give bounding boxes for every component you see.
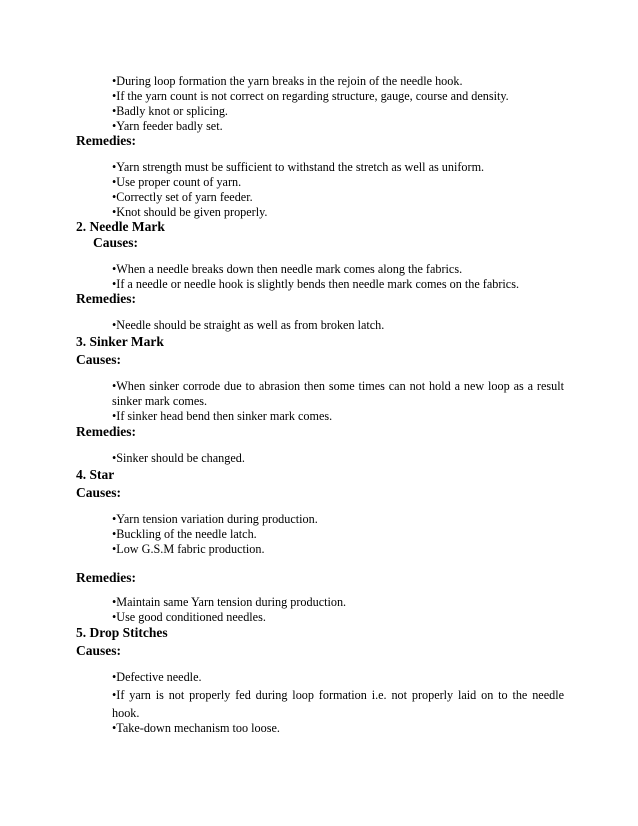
section-title-sinker-mark: 3. Sinker Mark: [76, 334, 164, 349]
remedy-item: •Knot should be given properly.: [112, 205, 268, 219]
remedy-item: •Needle should be straight as well as from broken latch.: [112, 318, 385, 332]
remedies-heading: Remedies:: [76, 570, 136, 585]
remedies-heading: Remedies:: [76, 133, 136, 148]
cause-item: •If yarn is not properly fed during loop formation i.e. not properly laid on to the needle hook.: [112, 688, 564, 720]
remedy-item: •Sinker should be changed.: [112, 451, 245, 465]
cause-item: •If sinker head bend then sinker mark comes.: [112, 409, 333, 423]
cause-item: •Yarn tension variation during production.: [112, 512, 318, 526]
cause-item: •Defective needle.: [112, 670, 202, 684]
causes-heading: Causes:: [76, 485, 122, 500]
remedy-item: •Correctly set of yarn feeder.: [112, 190, 253, 204]
remedies-heading: Remedies:: [76, 291, 136, 306]
cause-item: •When sinker corrode due to abrasion then some times can not hold a new loop as a result sinker mark comes.: [112, 379, 564, 408]
cause-item: •Buckling of the needle latch.: [112, 527, 257, 541]
remedy-item: •Yarn strength must be sufficient to withstand the stretch as well as uniform.: [112, 160, 485, 174]
causes-heading: Causes:: [93, 235, 139, 250]
section-title-drop-stitches: 5. Drop Stitches: [76, 625, 168, 640]
cause-item: •Low G.S.M fabric production.: [112, 542, 265, 556]
remedy-item: •Use proper count of yarn.: [112, 175, 242, 189]
cause-item: •If a needle or needle hook is slightly bends then needle mark comes on the fabrics.: [112, 277, 520, 291]
causes-heading: Causes:: [76, 643, 122, 658]
cause-item: •If the yarn count is not correct on regarding structure, gauge, course and density.: [112, 89, 509, 103]
cause-item: •During loop formation the yarn breaks in the rejoin of the needle hook.: [112, 74, 463, 88]
cause-item: •Yarn feeder badly set.: [112, 119, 223, 133]
remedy-item: •Use good conditioned needles.: [112, 610, 266, 624]
cause-item: •Take-down mechanism too loose.: [112, 721, 280, 735]
remedy-item: •Maintain same Yarn tension during production.: [112, 595, 347, 609]
remedies-heading: Remedies:: [76, 424, 136, 439]
cause-item: •Badly knot or splicing.: [112, 104, 228, 118]
section-title-needle-mark: 2. Needle Mark: [76, 219, 165, 234]
causes-heading: Causes:: [76, 352, 122, 367]
cause-item: •When a needle breaks down then needle mark comes along the fabrics.: [112, 262, 463, 276]
section-title-star: 4. Star: [76, 467, 115, 482]
